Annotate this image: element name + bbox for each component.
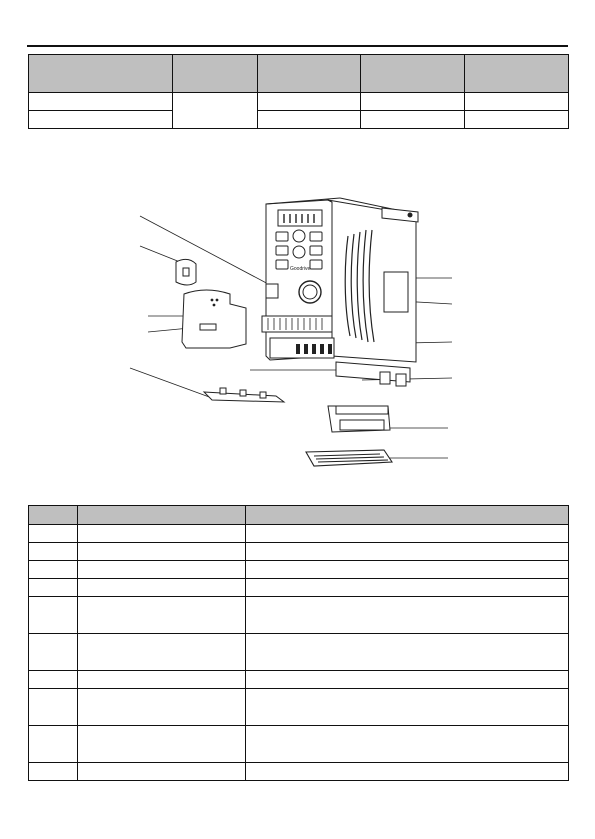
parts-cell xyxy=(29,579,78,597)
parts-cell xyxy=(29,561,78,579)
parts-table-row xyxy=(29,689,569,726)
spec-table-header-row xyxy=(29,55,569,93)
parts-cell xyxy=(29,689,78,726)
parts-cell xyxy=(29,671,78,689)
spec-header-cell xyxy=(465,55,569,93)
parts-table-header-row xyxy=(29,506,569,525)
parts-cell xyxy=(78,597,246,634)
parts-cell xyxy=(246,543,569,561)
parts-cell xyxy=(246,763,569,781)
parts-cell xyxy=(246,689,569,726)
spec-cell xyxy=(465,111,569,129)
parts-header-cell xyxy=(78,506,246,525)
parts-cell xyxy=(29,763,78,781)
exploded-view-figure xyxy=(100,196,460,470)
keypad-brand-label: Goodrive xyxy=(290,266,311,272)
spec-table-row xyxy=(29,111,569,129)
small-cap-part xyxy=(176,259,196,285)
parts-cell xyxy=(78,726,246,763)
parts-cell xyxy=(78,525,246,543)
parts-table-row xyxy=(29,597,569,634)
parts-cell xyxy=(246,525,569,543)
parts-cell xyxy=(246,634,569,671)
parts-cell xyxy=(78,689,246,726)
parts-cell xyxy=(78,543,246,561)
parts-cell xyxy=(246,579,569,597)
terminal-cover xyxy=(182,290,246,348)
spec-table xyxy=(28,54,569,129)
parts-cell xyxy=(78,763,246,781)
parts-cell xyxy=(29,525,78,543)
parts-cell xyxy=(246,726,569,763)
spec-header-cell xyxy=(173,55,258,93)
spec-cell xyxy=(465,93,569,111)
parts-cell xyxy=(78,671,246,689)
parts-cell xyxy=(246,671,569,689)
parts-cell xyxy=(29,726,78,763)
parts-cell xyxy=(78,579,246,597)
bottom-plate-left xyxy=(204,388,284,402)
spec-cell xyxy=(361,93,465,111)
spec-header-cell xyxy=(29,55,173,93)
parts-table-row xyxy=(29,561,569,579)
spec-header-cell xyxy=(258,55,361,93)
parts-table-row xyxy=(29,726,569,763)
parts-cell xyxy=(78,561,246,579)
parts-header-cell xyxy=(246,506,569,525)
parts-header-cell xyxy=(29,506,78,525)
spec-cell xyxy=(258,111,361,129)
parts-table-row xyxy=(29,579,569,597)
drive-body xyxy=(262,198,418,386)
spec-merged-cell xyxy=(173,93,258,129)
parts-table-row xyxy=(29,543,569,561)
parts-table-row xyxy=(29,763,569,781)
fan-cover-grille xyxy=(306,450,392,466)
parts-cell xyxy=(246,561,569,579)
fan-housing xyxy=(328,406,390,432)
parts-cell xyxy=(29,597,78,634)
parts-cell xyxy=(246,597,569,634)
spec-cell xyxy=(258,93,361,111)
parts-table-row xyxy=(29,671,569,689)
parts-cell xyxy=(78,634,246,671)
parts-table-row xyxy=(29,525,569,543)
parts-table-row xyxy=(29,634,569,671)
header-rule xyxy=(27,45,568,47)
spec-table-row xyxy=(29,93,569,111)
parts-cell xyxy=(29,634,78,671)
spec-cell xyxy=(361,111,465,129)
spec-header-cell xyxy=(361,55,465,93)
spec-cell xyxy=(29,111,173,129)
parts-cell xyxy=(29,543,78,561)
spec-cell xyxy=(29,93,173,111)
parts-table xyxy=(28,505,569,781)
